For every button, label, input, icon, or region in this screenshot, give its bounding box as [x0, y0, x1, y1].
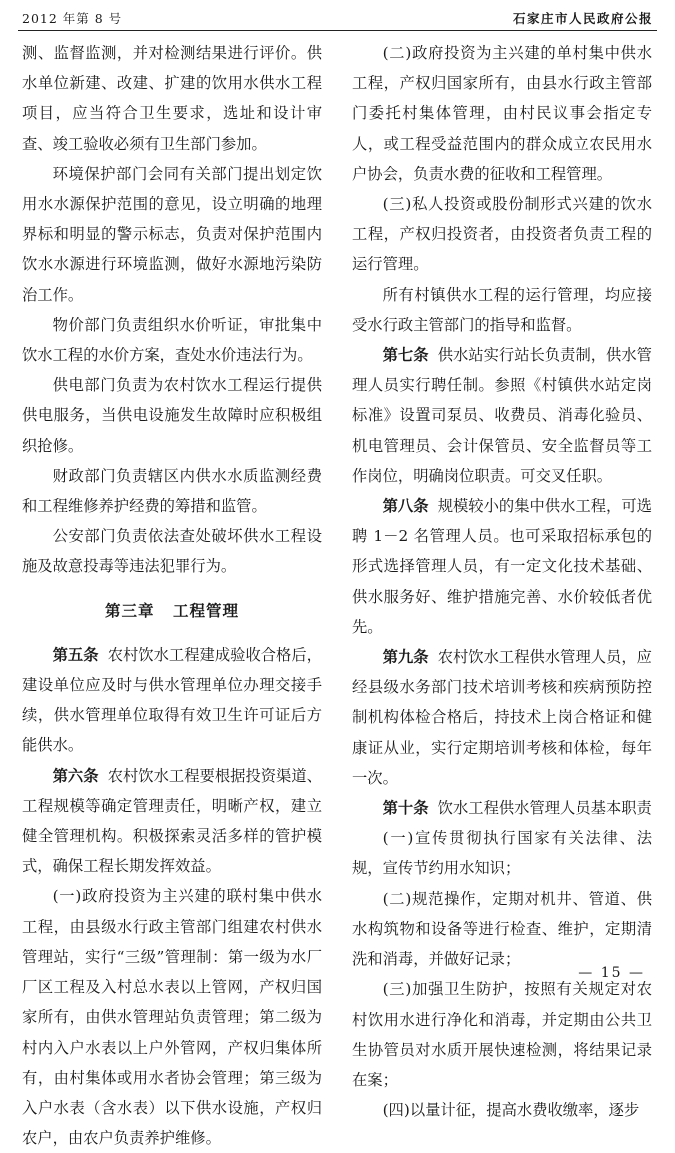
chapter-title: 工程管理 [173, 601, 240, 620]
article-lead: 第七条 [382, 346, 429, 365]
paragraph: (一)政府投资为主兴建的联村集中供水工程，由县级水行政主管部门组建农村供水管理站，实行“三级”管理制：第一级为水厂厂区工程及入村总水表以上管网，产权归国家所有，由供水管理站负责管理；第二级为村内入户水表以上户外管网，产权归集体所有，由村集体或用水者协会管理；第三级为入户水表（含水表）以下供水设施，产权归农户，由农户负责养护维修。 [22, 887, 322, 1148]
paragraph: 公安部门负责依法查处破坏供水工程设施及故意投毒等违法犯罪行为。 [22, 527, 322, 576]
paragraph: 环境保护部门会同有关部门提出划定饮用水水源保护范围的意见，设立明确的地理界标和明显的警示标志，负责对保护范围内饮水水源进行环境监测，做好水源地污染防治工作。 [22, 164, 322, 304]
article-5 [22, 640, 322, 761]
paragraph: 所有村镇供水工程的运行管理，均应接受水行政主管部门的指导和监督。 [352, 285, 652, 334]
publication-title: 石家庄市人民政府公报 [512, 11, 653, 26]
duty-item: (二)规范操作，定期对机井、管道、供水构筑物和设备等进行检查、维护，定期清洗和消毒，并做好记录； [352, 889, 652, 969]
article-10 [352, 793, 652, 823]
left-column [22, 38, 322, 1153]
paragraph: (三)私人投资或股份制形式兴建的饮水工程，产权归投资者，由投资者负责工程的运行管理。 [352, 195, 652, 274]
paragraph: (二)政府投资为主兴建的单村集中供水工程，产权归国家所有，由县水行政主管部门委托村集体管理，由村民议事会指定专人，或工程受益范围内的群众成立农民用水户协会，负责水费的征收和工程管理。 [352, 44, 652, 183]
right-column [352, 38, 652, 1125]
article-lead: 第九条 [382, 648, 429, 667]
chapter-number: 第三章 [104, 601, 155, 620]
duty-item: (三)加强卫生防护，按照有关规定对农村饮用水进行净化和消毒，并定期由公共卫生协管员对水质开展快速检测，将结果记录在案； [352, 980, 652, 1089]
chapter-heading [22, 596, 322, 626]
article-text: 饮水工程供水管理人员基本职责 [437, 799, 652, 818]
duty-item: (一)宣传贯彻执行国家有关法律、法规，宣传节约用水知识； [352, 829, 652, 878]
article-lead: 第十条 [382, 799, 429, 818]
article-7 [352, 340, 652, 491]
paragraph: 测、监督监测，并对检测结果进行评价。供水单位新建、改建、扩建的饮用水供水工程项目，应当符合卫生要求，选址和设计审查、竣工验收必须有卫生部门参加。 [22, 44, 322, 153]
issue-label: 2012 年第 8 号 [22, 11, 123, 26]
article-lead: 第五条 [52, 645, 99, 664]
article-text: 规模较小的集中供水工程，可选聘 1－2 名管理人员。也可采取招标承包的形式选择管理人员，有一定文化技术基础、供水服务好、维护措施完善、水价较低者优先。 [352, 497, 652, 636]
article-9 [352, 642, 652, 793]
article-lead: 第八条 [382, 497, 429, 516]
article-text: 农村饮水工程供水管理人员，应经县级水务部门技术培训考核和疾病预防控制机构体检合格后，持技术上岗合格证和健康证从业，实行定期培训考核和体检，每年一次。 [352, 648, 652, 787]
article-text: 供水站实行站长负责制，供水管理人员实行聘任制。参照《村镇供水站定岗标准》设置司泵员、收费员、消毒化验员、机电管理员、会计保管员、安全监督员等工作岗位，明确岗位职责。可交叉任职。 [352, 346, 652, 485]
article-text: 农村饮水工程要根据投资渠道、工程规模等确定管理责任，明晰产权，建立健全管理机构。积极探索灵活多样的管护模式，确保工程长期发挥效益。 [22, 766, 322, 876]
paragraph: 供电部门负责为农村饮水工程运行提供供电服务，当供电设施发生故障时应积极组织抢修。 [22, 376, 322, 455]
page-number: — 15 — [578, 965, 645, 981]
article-text: 农村饮水工程建成验收合格后，建设单位应及时与供水管理单位办理交接手续，供水管理单位取得有效卫生许可证后方能供水。 [22, 645, 322, 755]
paragraph: 财政部门负责辖区内供水水质监测经费和工程维修养护经费的筹措和监管。 [22, 466, 322, 516]
paragraph: 物价部门负责组织水价听证，审批集中饮水工程的水价方案，查处水价违法行为。 [22, 315, 322, 365]
article-lead: 第六条 [52, 766, 99, 785]
duty-item: (四)以量计征，提高水费收缴率，逐步 [382, 1101, 640, 1120]
article-8 [352, 491, 652, 642]
article-6 [22, 761, 322, 882]
page-header [18, 0, 657, 31]
